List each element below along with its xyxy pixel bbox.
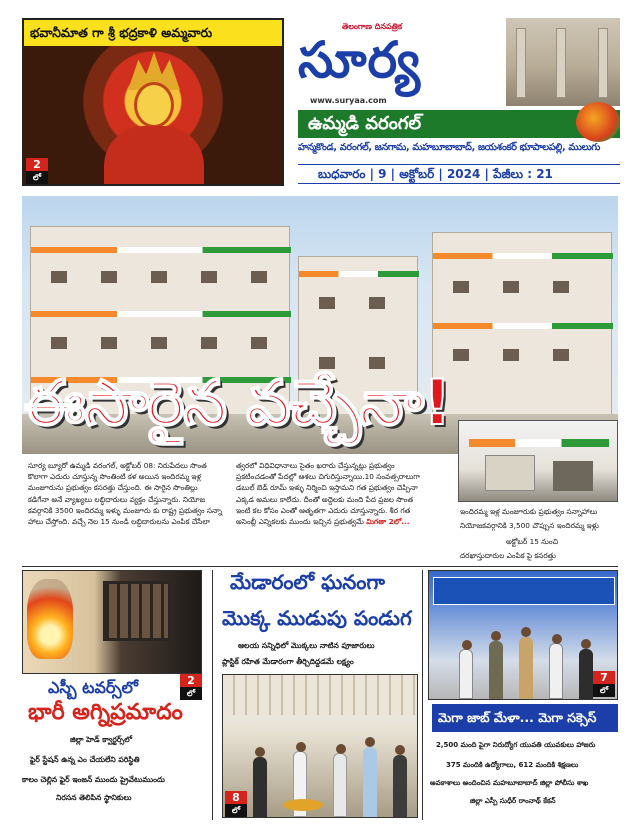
story-line: కడిగేనా అనే వ్యాఖ్యలు లబ్ధిదారులు వ్యక్తం చేస్తున్నారు. నియోజ bbox=[28, 494, 206, 504]
fire-headline[interactable]: భారీ అగ్నిప్రమాదం bbox=[28, 700, 183, 725]
story-line: ఇంటి కల కోసం ఎంతో ఆతృతగా ఎదురు చూస్తున్నారు. శీర గత bbox=[236, 505, 411, 515]
fire-caption-4: నిరసన తెలిపిన స్థానికులు bbox=[56, 793, 132, 802]
side-caption-3: అక్టోబర్ 15 నుంచి bbox=[506, 537, 559, 546]
person-shape bbox=[393, 755, 407, 817]
job-caption-3: అవకాశాలు అందించిన మహబూబాబాద్ జిల్లా పోలీసు శాఖ bbox=[430, 779, 589, 787]
pillar-shape bbox=[556, 28, 566, 98]
job-mela-photo bbox=[428, 570, 618, 700]
person-shape bbox=[549, 643, 563, 699]
page-badge-number: 8 bbox=[225, 791, 247, 804]
story-line: హాలు చేస్తోంది. వచ్చే నెల 15 నుండి లబ్ధిదారులను ఎంపిక చేసేలా bbox=[28, 517, 210, 527]
job-caption-1: 2,500 మంది పైగా నిరుద్యోగ యువతి యువకులు హాజరు bbox=[436, 741, 596, 749]
page-badge-word: లో bbox=[231, 806, 241, 815]
promo-title: భవానీమాత గా శ్రీ భద్రకాళి అమ్మవారు bbox=[24, 20, 282, 46]
page-badge-word: లో bbox=[186, 689, 196, 698]
person-shape bbox=[253, 757, 267, 817]
section-divider bbox=[22, 566, 618, 567]
person-shape bbox=[519, 637, 533, 699]
story-line: కవర్గానికి 3500 ఇందిరమ్మ ఇళ్ళు మంజూరు కు రాష్ట్ర ప్రభుత్వం సన్నా bbox=[28, 505, 223, 515]
person-shape bbox=[363, 747, 377, 817]
page-badge bbox=[180, 674, 202, 700]
fruit-basket-icon bbox=[576, 102, 620, 142]
side-caption-1: ఇందిరమ్మ ఇళ్ల మంజూరుకు ప్రభుత్వం సన్నాహాలు bbox=[460, 507, 598, 516]
story-line: ప్రకటించడంతో పేదల్లో ఆశలు చిగురిస్తున్నాయి.10 సంవత్సరాలుగా bbox=[236, 472, 420, 482]
medaram-caption-2: ప్లాస్టిక్ రహిత మేడారంగా తీర్చిదిద్దడమే లక్ష్యం bbox=[222, 657, 354, 666]
fire-photo bbox=[22, 570, 202, 674]
deity-body-shape bbox=[104, 126, 204, 184]
deity-face-shape bbox=[134, 82, 174, 128]
masthead bbox=[290, 18, 620, 188]
ritual-photo bbox=[222, 674, 418, 818]
story-line: త్వరలో విధివిధానాలు సైతం ఖరారు చేస్తున్నట్లు ప్రభుత్వం bbox=[236, 461, 395, 470]
person-shape bbox=[333, 753, 347, 817]
fire-headline-kicker[interactable]: ఎస్బీ టవర్స్‌లో bbox=[48, 678, 138, 697]
newspaper-logo[interactable]: సూర్య bbox=[298, 30, 422, 89]
district-list: హన్మకొండ, వరంగల్, జనగామ, మహబూబాబాద్, జయశంకర్ భూపాలపల్లి, ములుగు bbox=[298, 142, 601, 153]
fire-caption-1: జిల్లా హెడ్ క్వార్టర్స్‌లో bbox=[70, 735, 133, 744]
job-caption-2: 375 మందికి ఉద్యోగాలు, 612 మందికి శిక్షణలు bbox=[446, 761, 579, 769]
column-divider bbox=[422, 570, 423, 820]
pillar-shape bbox=[516, 28, 526, 98]
story-line: అసెంబ్లీ ఎన్నికలకు ముందు ఇచ్చిన ప్రభుత్వమే bbox=[236, 517, 364, 527]
story-column-1 bbox=[28, 460, 230, 562]
page-badge bbox=[26, 158, 48, 184]
top-left-promo[interactable] bbox=[22, 18, 284, 186]
story-line: మంజూరును ప్రభుత్వం కసరత్తు చేస్తుంది. ఈ సారైన సొంతిల్లు bbox=[28, 483, 198, 493]
deity-photo bbox=[24, 46, 282, 184]
window-grill-shape bbox=[103, 581, 171, 641]
side-caption-2: నియోజకవర్గానికి 3,500 చొప్పున ఇందిరమ్మ ఇళ్లు bbox=[460, 521, 599, 530]
column-divider bbox=[212, 570, 213, 820]
person-shape bbox=[579, 649, 593, 699]
banner-shape bbox=[433, 577, 615, 605]
masthead-url[interactable]: www.suryaa.com bbox=[310, 96, 387, 105]
medaram-caption-1: ఆలయ సన్నిధిలో మొక్కలు నాటిన పూజారులు bbox=[238, 641, 375, 650]
date-line: బుధవారం | 9 | అక్టోబర్ | 2024 | పేజీలు : 21 bbox=[298, 164, 620, 184]
page-badge bbox=[593, 671, 615, 697]
person-shape bbox=[489, 641, 503, 699]
medaram-headline-1[interactable]: మేడారంలో ఘనంగా bbox=[230, 570, 385, 594]
page-badge-number: 2 bbox=[26, 158, 48, 171]
medaram-headline-2[interactable]: మొక్క ముడుపు పండుగ bbox=[222, 606, 412, 630]
story-column-2 bbox=[236, 460, 454, 562]
page-badge-word: లో bbox=[32, 173, 42, 182]
fire-shape bbox=[27, 579, 73, 659]
temple-photo bbox=[506, 18, 620, 106]
job-mela-headline[interactable]: మెగా జాబ్ మేళా... మెగా సక్సెస్ bbox=[432, 704, 618, 732]
story-line: డబుల్ బెడ్ రూమ్ ఇళ్ళు నిర్మించి ఇస్తామని గత ప్రభుత్వం చెప్పినా bbox=[236, 483, 418, 493]
page-badge bbox=[225, 791, 247, 817]
fire-caption-3: కాలం చెల్లిన ఫైర్ ఇంజన్ ముందు ప్రైవేటుముందు bbox=[22, 775, 165, 784]
story-line: ఎక్కడ అమలు కాలేదు. దీంతో అద్దెలకు మంది పేద ప్రజల సొంత bbox=[236, 494, 414, 504]
story-line: సూర్య బ్యూరో ఉమ్మడి వరంగల్, అక్టోబర్ 08: నిరుపేదలు సొంత bbox=[28, 461, 207, 470]
side-caption-4: దరఖాస్తుదారుల ఎంపిక పై కసరత్తు bbox=[460, 551, 556, 560]
page-badge-number: 2 bbox=[180, 674, 202, 687]
house-photo bbox=[458, 420, 618, 502]
masthead-tagline: తెలంగాణ దినపత్రిక bbox=[342, 22, 403, 31]
lead-headline[interactable]: ఈసారైన వచ్చేనా! bbox=[24, 366, 451, 439]
continued-link[interactable]: మిగతా 2లో... bbox=[366, 517, 410, 527]
person-shape bbox=[459, 649, 473, 699]
page-badge-word: లో bbox=[599, 686, 609, 695]
building-shape bbox=[432, 232, 612, 426]
fire-caption-2: ఫైర్ స్టేషన్ ఉన్న ఎం చేయలేని పరిస్థితి bbox=[30, 755, 140, 764]
pillar-shape bbox=[598, 28, 608, 98]
edition-name: ఉమ్మడి వరంగల్ bbox=[298, 110, 620, 138]
job-caption-4: జిల్లా ఎస్పీ సుధీర్ రాంనాథ్ కేకన్ bbox=[470, 797, 556, 805]
page-badge-number: 7 bbox=[593, 671, 615, 684]
story-line: కొలాగా ఎదురు చూస్తున్న సొంతింటి కళ అయిన ఇందిరమ్మ ఇళ్ల bbox=[28, 472, 202, 482]
